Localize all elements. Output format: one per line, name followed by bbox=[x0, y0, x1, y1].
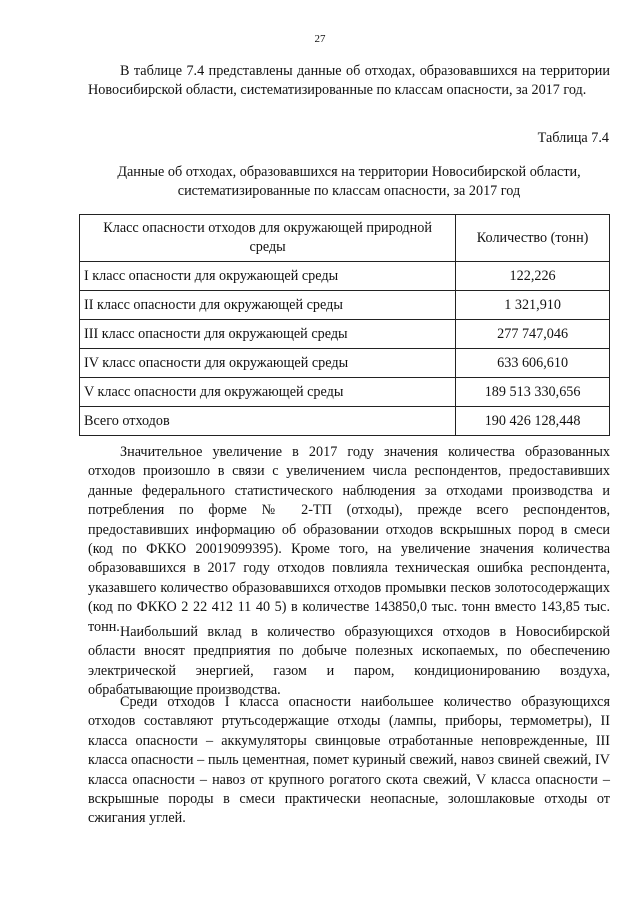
table-caption: Данные об отходах, образовавшихся на территории Новосибирской области, систематизированные по классам опасности, за 2017 год bbox=[117, 164, 581, 200]
row-quantity-value: 189 513 330,656 bbox=[456, 378, 610, 407]
body-paragraph: Среди отходов I класса опасности наибольшее количество образующихся отходов составляют ртутьсодержащие отходы (лампы, приборы, термометры), II класса опасности – аккумуляторы свинцовые отработанные неповрежденные, III класса опасности – пыль цементная, помет куриный свежий, навоз свиней свежий, IV класса опасности – навоз от крупного рогатого скота свежий, V класса опасности – вскрышные породы в смеси практически неопасные, золошлаковые отходы от сжигания углей. bbox=[88, 694, 610, 827]
row-quantity-value: 1 321,910 bbox=[456, 291, 610, 320]
header-quantity: Количество (тонн) bbox=[456, 215, 610, 262]
row-class-label: I класс опасности для окружающей среды bbox=[80, 262, 456, 291]
table-row bbox=[80, 378, 610, 407]
row-class-label: IV класс опасности для окружающей среды bbox=[80, 349, 456, 378]
row-quantity-value: 190 426 128,448 bbox=[456, 407, 610, 436]
table-row-total bbox=[80, 407, 610, 436]
row-class-label: II класс опасности для окружающей среды bbox=[80, 291, 456, 320]
body-paragraph: Наибольший вклад в количество образующихся отходов в Новосибирской области вносят предприятия по добыче полезных ископаемых, по обеспечению электрической энергией, газом и паром, кондиционированию воздуха, обрабатывающие производства. bbox=[88, 624, 610, 699]
table-row bbox=[80, 320, 610, 349]
row-quantity-value: 277 747,046 bbox=[456, 320, 610, 349]
row-class-label: III класс опасности для окружающей среды bbox=[80, 320, 456, 349]
body-paragraph: Значительное увеличение в 2017 году значения количества образованных отходов произошло в связи с увеличением числа респондентов, предоставивших данные федерального статистического наблюдения за отходами производства и потребления по форме № 2-ТП (отходы), прежде всего респондентов, предоставивших информацию об образовании отходов вскрышных пород в смеси (код по ФККО 20019099395). Кроме того, на увеличение значения количества образовавшихся в 2017 году отходов повлияла техническая ошибка респондента, указавшего количество образовавшихся отходов промывки песков золотосодержащих (код по ФККО 2 22 412 11 40 5) в количестве 143850,0 тыс. тонн вместо 143,85 тыс. тонн. bbox=[88, 444, 610, 635]
table-row bbox=[80, 262, 610, 291]
intro-paragraph: В таблице 7.4 представлены данные об отходах, образовавшихся на территории Новосибирской области, систематизированные по классам опасности, за 2017 год. bbox=[88, 63, 610, 99]
row-quantity-value: 633 606,610 bbox=[456, 349, 610, 378]
table-number-label: Таблица 7.4 bbox=[537, 130, 609, 146]
table-header-row bbox=[80, 215, 610, 262]
waste-table bbox=[79, 214, 610, 436]
header-hazard-class: Класс опасности отходов для окружающей природной среды bbox=[80, 215, 456, 262]
row-class-label: Всего отходов bbox=[80, 407, 456, 436]
page-number: 27 bbox=[314, 33, 326, 45]
row-class-label: V класс опасности для окружающей среды bbox=[80, 378, 456, 407]
row-quantity-value: 122,226 bbox=[456, 262, 610, 291]
table-row bbox=[80, 349, 610, 378]
table-row bbox=[80, 291, 610, 320]
